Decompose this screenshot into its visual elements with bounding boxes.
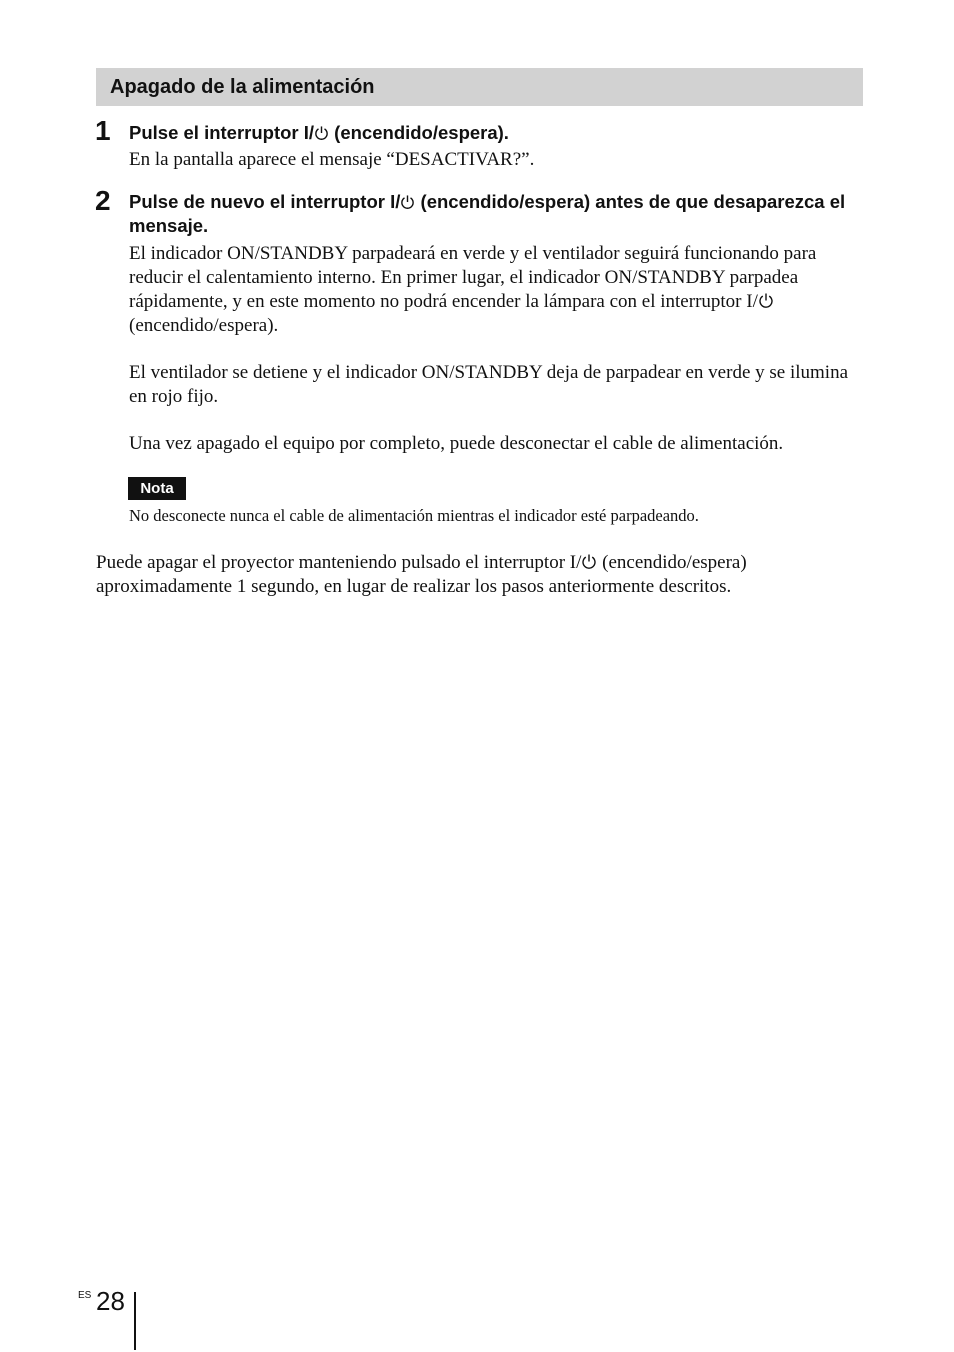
step-2-title-end: (encendido/espera) antes de que desaparezca el mensaje. (129, 191, 846, 236)
step-2-paragraph-2: El ventilador se detiene y el indicador ON/STANDBY deja de parpadear en verde y se ilumina en rojo fijo. (129, 362, 849, 407)
step-1-title-end: (encendido/espera). (329, 122, 509, 143)
step-2-title (129, 190, 863, 238)
final-paragraph-start: Puede apagar el proyector manteniendo pulsado el interruptor I/ (96, 552, 582, 573)
step-2-paragraph-1-start: El indicador ON/STANDBY parpadeará en verde y el ventilador seguirá funcionando para reducir el calentamiento interno. En primer lugar, el indicador ON/STANDBY parpadea rápidamente, y en este momento no podrá encender la lámpara con el interruptor I/ (129, 243, 817, 312)
power-standby-icon (314, 125, 329, 141)
footer-divider (134, 1292, 136, 1350)
power-standby-icon (581, 553, 597, 570)
step-1-body: En la pantalla aparece el mensaje “DESACTIVAR?”. (129, 149, 535, 170)
note-text: No desconecte nunca el cable de alimentación mientras el indicador esté parpadeando. (129, 506, 699, 525)
section-header (96, 68, 863, 106)
footer-language: ES (78, 1290, 92, 1301)
step-2-paragraph-1 (129, 242, 869, 338)
page-number: 28 (96, 1286, 125, 1316)
section-title: Apagado de la alimentación (110, 76, 375, 98)
step-1-title-start: Pulse el interruptor I/ (129, 122, 315, 143)
power-standby-icon (758, 292, 774, 309)
step-2-paragraph-3: Una vez apagado el equipo por completo, puede desconectar el cable de alimentación. (129, 433, 784, 454)
power-standby-icon (400, 194, 415, 210)
final-paragraph-end: (encendido/espera) aproximadamente 1 segundo, en lugar de realizar los pasos anteriormente descritos. (96, 552, 747, 597)
step-2-paragraph-1-end: (encendido/espera). (129, 315, 279, 336)
step-2-number: 2 (95, 185, 111, 216)
step-1-title (129, 121, 863, 145)
final-paragraph (96, 551, 866, 599)
note-badge: Nota (128, 477, 186, 500)
step-2-title-start: Pulse de nuevo el interruptor I/ (129, 191, 401, 212)
step-1-number: 1 (95, 115, 111, 146)
